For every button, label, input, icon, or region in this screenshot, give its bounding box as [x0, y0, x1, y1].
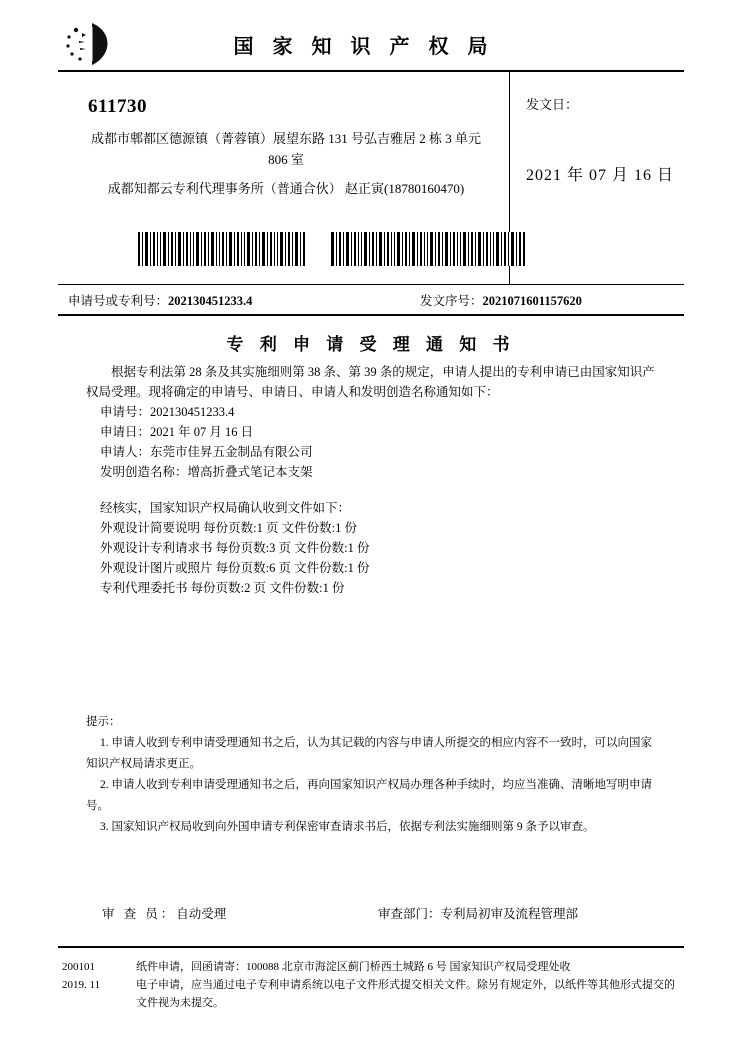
footer-text	[136, 958, 676, 1012]
note-item: 3. 国家知识产权局收到向外国申请专利保密审查请求书后，依据专利法实施细则第 9 条予以审查。	[100, 821, 595, 833]
footer-line-2: 电子申请，应当通过电子专利申请系统以电子文件形式提交相关文件。除另有规定外，以纸件等其他形式提交的	[136, 979, 675, 991]
document-serial-number: 611730	[88, 96, 147, 117]
field-application-number: 申请号：202130451233.4	[100, 405, 235, 419]
spacer	[86, 482, 658, 498]
issue-date-label: 发文日：	[526, 97, 579, 112]
department-value: 专利局初审及流程管理部	[440, 907, 579, 921]
agent-line: 成都知都云专利代理事务所（普通合伙） 赵正寅(18780160470)	[107, 181, 465, 196]
verification-intro: 经核实，国家知识产权局确认收到文件如下：	[100, 501, 351, 515]
footer-line-3: 文件视为未提交。	[136, 997, 224, 1009]
national-emblem-icon	[62, 21, 114, 67]
address-line-1: 成都市郫都区德源镇（菁蓉镇）展望东路 131 号弘吉雅居 2 栋 3 单元	[90, 131, 481, 146]
application-number-value: 202130451233.4	[168, 294, 253, 308]
application-number-label: 申请号或专利号：	[68, 294, 169, 308]
document-number-field	[420, 291, 582, 309]
footer-codes	[62, 958, 132, 994]
field-invention-title: 发明创造名称：增高折叠式笔记本支架	[100, 465, 313, 479]
note-item: 1. 申请人收到专利申请受理通知书之后，认为其记载的内容与申请人所提交的相应内容不一致时，可以向国家知识产权局请求更正。	[86, 737, 652, 770]
address-line-2: 806 室	[268, 152, 304, 167]
address-date-block	[58, 72, 684, 285]
barcode-left	[136, 232, 306, 266]
application-number-field	[68, 291, 252, 309]
examiner-field	[102, 904, 226, 922]
examiner-label: 审 查 员：	[102, 907, 177, 921]
page-title: 国 家 知 识 产 权 局	[233, 35, 495, 58]
document-number-label: 发文序号：	[420, 294, 483, 308]
department-field	[378, 904, 578, 922]
notice-title: 专 利 申 请 受 理 通 知 书	[226, 335, 516, 354]
field-applicant: 申请人：东莞市佳昇五金制品有限公司	[100, 445, 313, 459]
examiner-value: 自动受理	[176, 907, 227, 921]
body-content	[86, 362, 658, 598]
numbers-row	[58, 284, 684, 316]
footer-line-1: 纸件申请，回函请寄：100088 北京市海淀区蓟门桥西土城路 6 号 国家知识产权局受理处收	[136, 961, 571, 973]
footer-divider	[58, 946, 684, 948]
addressee-panel	[58, 72, 510, 284]
notes-label: 提示：	[86, 716, 121, 728]
intro-paragraph: 根据专利法第 28 条及其实施细则第 38 条、第 39 条的规定，申请人提出的专利申请已由国家知识产权局受理。现将确定的申请号、申请日、申请人和发明创造名称通知如下：	[86, 365, 655, 399]
department-label: 审查部门：	[378, 907, 441, 921]
document-item: 外观设计简要说明 每份页数:1 页 文件份数:1 份	[100, 521, 357, 535]
field-application-date: 申请日：2021 年 07 月 16 日	[100, 425, 254, 439]
issue-date-value: 2021 年 07 月 16 日	[526, 167, 675, 184]
document-item: 专利代理委托书 每份页数:2 页 文件份数:1 份	[100, 581, 345, 595]
barcode-right	[330, 232, 526, 266]
document-header	[58, 18, 684, 72]
note-item: 2. 申请人收到专利申请受理通知书之后，再向国家知识产权局办理各种手续时，均应当准确、清晰地写明申请号。	[86, 779, 652, 812]
document-number-value: 2021071601157620	[482, 294, 582, 308]
addressee-address	[80, 128, 492, 170]
document-item: 外观设计图片或照片 每份页数:6 页 文件份数:1 份	[100, 561, 370, 575]
footer-version: 2019. 11	[62, 979, 101, 991]
footer-code: 200101	[62, 961, 95, 973]
notes-section	[86, 712, 658, 838]
document-item: 外观设计专利请求书 每份页数:3 页 文件份数:1 份	[100, 541, 370, 555]
